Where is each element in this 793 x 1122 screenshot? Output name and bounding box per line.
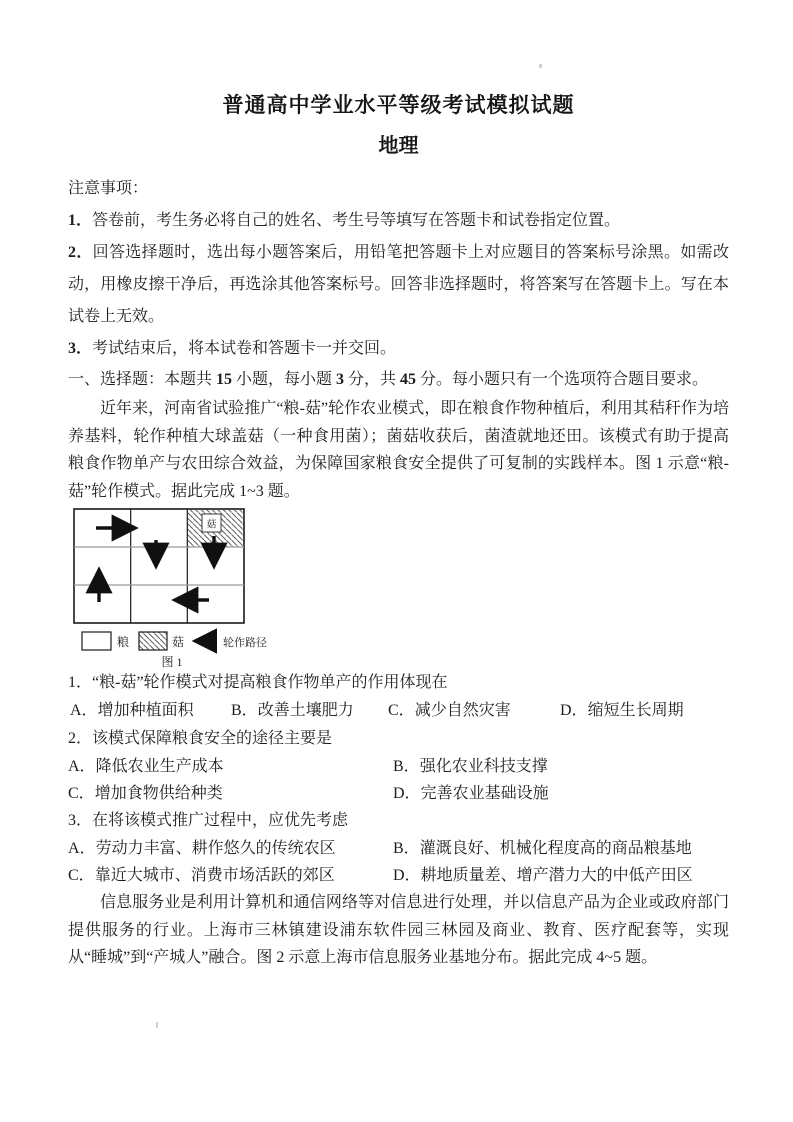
scan-speck	[156, 1022, 158, 1028]
legend-path-label: 轮作路径	[223, 637, 267, 649]
option-label: D．	[393, 867, 421, 884]
figure-1-caption: 图 1	[161, 655, 183, 669]
notice-heading: 注意事项：	[68, 180, 149, 197]
question-1-option-a	[70, 697, 231, 725]
section-1-header-text: 分，共	[344, 371, 401, 388]
notice-item-1-text: 答卷前，考生务必将自己的姓名、考生号等填写在答题卡和试卷指定位置。	[92, 212, 621, 229]
option-label: A．	[68, 840, 96, 857]
question-2-options	[68, 753, 729, 807]
legend-mushroom-swatch	[139, 632, 167, 650]
question-3-number: 3．	[68, 812, 93, 829]
notice-item-1-number: 1．	[68, 212, 93, 229]
figure-1	[72, 507, 729, 669]
passage-2: 信息服务业是利用计算机和通信网络等对信息进行处理，并以信息产品为企业或政府部门提供服务的行业。上海市三林镇建设浦东软件园三林园及商业、教育、医疗配套等，实现从“睡城”到“产城人”融合。图 2 示意上海市信息服务业基地分布。据此完成 4~5 题。	[68, 894, 729, 966]
question-2-option-d	[393, 780, 729, 807]
notice-item-1	[68, 205, 729, 237]
section-1-points-each: 3	[336, 371, 345, 388]
option-text: 减少自然灾害	[414, 702, 511, 719]
option-label: A．	[68, 758, 96, 775]
option-text: 增加种植面积	[97, 702, 194, 719]
mushroom-cell-label: 菇	[206, 519, 217, 531]
question-3-option-d	[393, 862, 729, 889]
legend-mushroom-label: 菇	[172, 635, 185, 649]
option-label: C．	[68, 867, 95, 884]
legend-grain-label: 粮	[117, 635, 130, 649]
question-3-option-b	[393, 835, 729, 862]
question-2-option-a	[68, 753, 393, 780]
question-3-options	[68, 835, 729, 889]
page-title: 普通高中学业水平等级考试模拟试题	[222, 93, 575, 117]
question-1-options	[70, 697, 729, 725]
option-label: B．	[393, 758, 420, 775]
question-2-number: 2．	[68, 730, 93, 747]
option-label: C．	[388, 702, 415, 719]
option-text: 完善农业基础设施	[420, 785, 549, 802]
option-label: D．	[393, 785, 421, 802]
question-2-option-c	[68, 780, 393, 807]
question-1-option-c	[388, 697, 560, 725]
scan-speck	[539, 64, 542, 68]
section-1-header-text: 小题，每小题	[232, 371, 337, 388]
question-3	[68, 807, 729, 835]
question-3-option-a	[68, 835, 393, 862]
option-label: B．	[393, 840, 420, 857]
question-2	[68, 725, 729, 753]
option-label: C．	[68, 785, 95, 802]
section-1-header-text: 分。每小题只有一个选项符合题目要求。	[416, 371, 709, 388]
question-1-option-d	[560, 697, 729, 725]
option-text: 耕地质量差、增产潜力大的中低产田区	[420, 867, 693, 884]
option-text: 灌溉良好、机械化程度高的商品粮基地	[419, 840, 692, 857]
option-text: 强化农业科技支撑	[419, 758, 548, 775]
question-3-option-c	[68, 862, 393, 889]
notice-item-3-number: 3．	[68, 340, 93, 357]
passage-1: 近年来，河南省试验推广“粮-菇”轮作农业模式，即在粮食作物种植后，利用其秸秆作为培养基料，轮作种植大球盖菇（一种食用菌）；菌菇收获后，菌渣就地还田。该模式有助于提高粮食作物单产与农田综合效益，为保障国家粮食安全提供了可复制的实践样本。图 1 示意“粮-菇”轮作模式。据此完成 1~3 题。	[68, 400, 729, 500]
question-3-text: 在将该模式推广过程中，应优先考虑	[92, 812, 349, 829]
option-label: B．	[231, 702, 258, 719]
option-text: 缩短生长周期	[587, 702, 684, 719]
notice-item-3-text: 考试结束后，将本试卷和答题卡一并交回。	[92, 340, 397, 357]
option-label: D．	[560, 702, 588, 719]
question-2-text: 该模式保障粮食安全的途径主要是	[92, 730, 333, 747]
option-text: 降低农业生产成本	[95, 758, 224, 775]
rotation-diagram	[72, 507, 282, 669]
question-1-option-b	[231, 697, 388, 725]
option-text: 改善土壤肥力	[257, 702, 354, 719]
section-1-header-text: 一、选择题：本题共	[68, 371, 217, 388]
option-label: A．	[70, 702, 98, 719]
section-1-points-total: 45	[400, 371, 417, 388]
notice-item-2	[68, 237, 729, 333]
question-1-number: 1．	[68, 674, 93, 691]
notice-item-2-number: 2．	[68, 244, 93, 261]
section-1-question-count: 15	[216, 371, 233, 388]
option-text: 增加食物供给种类	[94, 785, 223, 802]
question-2-option-b	[393, 753, 729, 780]
question-1-text: “粮-菇”轮作模式对提高粮食作物单产的作用体现在	[92, 674, 448, 691]
section-1-header	[68, 365, 729, 395]
question-1	[68, 669, 729, 697]
option-text: 劳动力丰富、耕作悠久的传统农区	[95, 840, 336, 857]
legend-grain-swatch	[82, 632, 111, 650]
option-text: 靠近大城市、消费市场活跃的郊区	[94, 867, 335, 884]
notice-item-3	[68, 333, 729, 365]
notice-item-2-text: 回答选择题时，选出每小题答案后，用铅笔把答题卡上对应题目的答案标号涂黑。如需改动，用橡皮擦干净后，再选涂其他答案标号。回答非选择题时，将答案写在答题卡上。写在本试卷上无效。	[68, 244, 729, 325]
subject-title: 地理	[378, 135, 419, 157]
